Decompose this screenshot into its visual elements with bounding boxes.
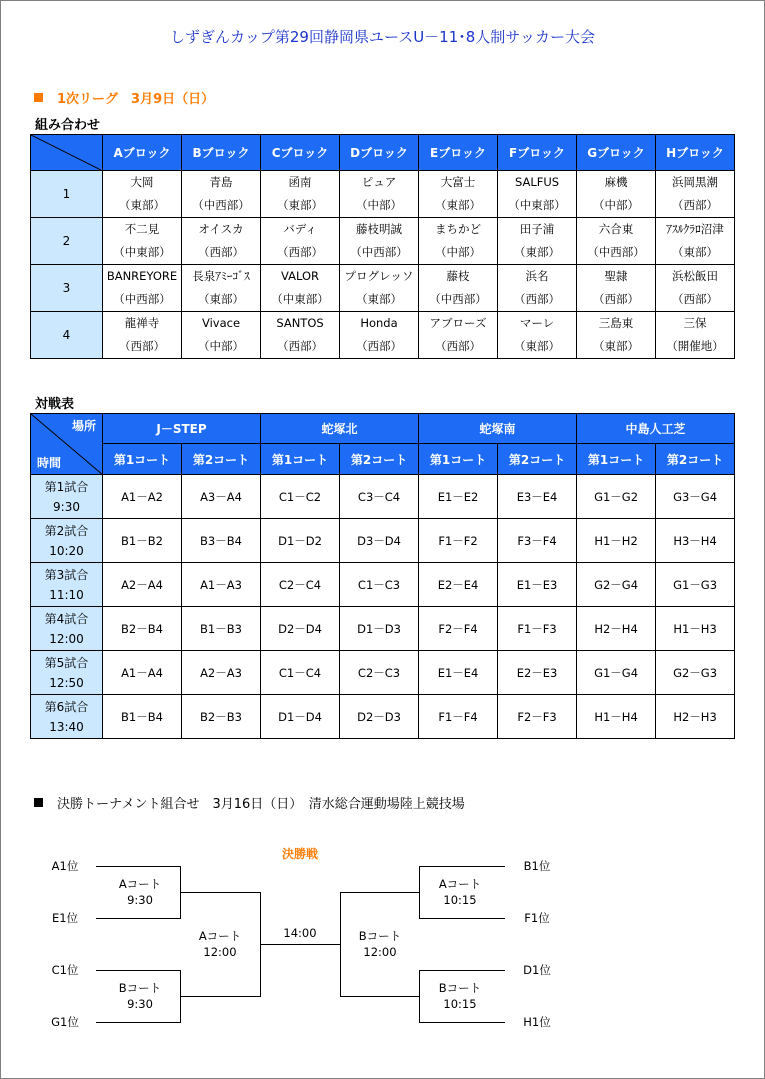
team-cell xyxy=(340,312,419,359)
match-court: Aコート xyxy=(198,929,242,943)
game-cell: B1－B4 xyxy=(103,695,182,739)
game-cell: A2－A3 xyxy=(182,651,261,695)
team-region: （西部） xyxy=(119,339,165,353)
tournament-heading-text: 決勝トーナメント組合せ 3月16日（日） 清水総合運動場陸上競技場 xyxy=(57,797,465,812)
game-cell: A3－A4 xyxy=(182,475,261,519)
game-cell: A1－A2 xyxy=(103,475,182,519)
game-cell: G1－G3 xyxy=(656,563,735,607)
game-cell: C1－C3 xyxy=(340,563,419,607)
team-name: 浜名 xyxy=(525,269,549,283)
match-row xyxy=(31,563,735,607)
group-number: 3 xyxy=(31,265,103,312)
team-name: 藤枝 xyxy=(446,269,470,283)
team-name: BANREYORE xyxy=(106,269,178,283)
team-name: 三保 xyxy=(683,316,707,330)
match-time: 12:50 xyxy=(49,675,84,690)
game-cell: E1－E3 xyxy=(498,563,577,607)
team-name: SANTOS xyxy=(276,316,324,330)
team-region: （東部） xyxy=(514,339,560,353)
team-region: （中西部） xyxy=(587,245,645,259)
match-row xyxy=(31,695,735,739)
team-cell xyxy=(577,265,656,312)
match-time: 12:00 xyxy=(203,945,237,959)
match-time: 9:30 xyxy=(127,893,153,907)
team-region: （西部） xyxy=(672,292,718,306)
team-region: （中部） xyxy=(435,245,481,259)
team-region: （東部） xyxy=(119,198,165,212)
match-name: 第6試合 xyxy=(44,699,89,714)
team-name: ピュア xyxy=(361,175,397,189)
court-header: 第1コート xyxy=(419,444,498,475)
match-court: Aコート xyxy=(118,877,162,891)
groups-label: 組み合わせ xyxy=(35,118,101,133)
block-header: Cブロック xyxy=(261,135,340,171)
team-region: （東部） xyxy=(593,339,639,353)
team-name: 大富士 xyxy=(440,175,476,189)
venue-header: 蛇塚南 xyxy=(419,414,577,444)
team-region: （西部） xyxy=(198,245,244,259)
block-header: Fブロック xyxy=(498,135,577,171)
team-cell xyxy=(103,218,182,265)
match-time: 10:15 xyxy=(443,893,477,907)
game-cell: F1－F2 xyxy=(419,519,498,563)
match-court: Bコート xyxy=(438,981,482,995)
game-cell: G1－G2 xyxy=(577,475,656,519)
game-cell: F2－F3 xyxy=(498,695,577,739)
team-region: （東部） xyxy=(198,292,244,306)
team-name: 青島 xyxy=(209,175,233,189)
seed-right: F1位 xyxy=(524,911,550,925)
game-cell: G2－G3 xyxy=(656,651,735,695)
team-name: 聖隷 xyxy=(604,269,628,283)
schedule-corner xyxy=(31,414,103,475)
seed-left: A1位 xyxy=(51,859,79,873)
team-cell xyxy=(498,218,577,265)
game-cell: B1－B3 xyxy=(182,607,261,651)
team-cell xyxy=(103,171,182,218)
group-number: 2 xyxy=(31,218,103,265)
group-row xyxy=(31,312,735,359)
match-time: 11:10 xyxy=(49,587,84,602)
bullet-square-icon xyxy=(34,93,43,102)
group-row xyxy=(31,171,735,218)
match-time: 13:40 xyxy=(49,719,84,734)
block-header: Hブロック xyxy=(656,135,735,171)
game-cell: C2－C3 xyxy=(340,651,419,695)
team-cell xyxy=(261,312,340,359)
game-cell: C2－C4 xyxy=(261,563,340,607)
team-name: 三島東 xyxy=(598,316,634,330)
match-court: Bコート xyxy=(118,981,162,995)
team-name: バディ xyxy=(283,222,317,236)
team-name: 不二見 xyxy=(124,222,160,236)
team-region: （西部） xyxy=(277,245,323,259)
group-number: 1 xyxy=(31,171,103,218)
team-cell xyxy=(498,312,577,359)
team-cell xyxy=(340,171,419,218)
match-slot xyxy=(31,563,103,607)
team-region: （中西部） xyxy=(192,198,250,212)
team-name: 浜岡黒潮 xyxy=(672,175,718,189)
team-name: 六合東 xyxy=(598,222,634,236)
team-cell xyxy=(577,218,656,265)
team-cell xyxy=(182,171,261,218)
final-time: 14:00 xyxy=(283,926,317,940)
game-cell: C3－C4 xyxy=(340,475,419,519)
team-cell xyxy=(182,218,261,265)
team-name: 大岡 xyxy=(130,175,154,189)
match-row xyxy=(31,651,735,695)
page-title: しずぎんカップ第29回静岡県ユースU－11･8人制サッカー大会 xyxy=(170,28,595,46)
court-header: 第2コート xyxy=(656,444,735,475)
group-number: 4 xyxy=(31,312,103,359)
tournament-heading xyxy=(34,793,465,812)
match-name: 第2試合 xyxy=(44,523,89,538)
game-cell: C1－C2 xyxy=(261,475,340,519)
team-region: （東部） xyxy=(672,245,718,259)
match-slot xyxy=(31,651,103,695)
team-cell xyxy=(656,265,735,312)
team-region: （西部） xyxy=(435,339,481,353)
game-cell: E1－E2 xyxy=(419,475,498,519)
team-cell xyxy=(261,171,340,218)
match-court: Aコート xyxy=(438,877,482,891)
game-cell: H2－H4 xyxy=(577,607,656,651)
team-region: （中東部） xyxy=(271,292,329,306)
game-cell: A1－A3 xyxy=(182,563,261,607)
team-name: 麻機 xyxy=(604,175,628,189)
game-cell: G1－G4 xyxy=(577,651,656,695)
team-cell xyxy=(182,312,261,359)
team-region: （中部） xyxy=(593,198,639,212)
league-heading-text: 1次リーグ 3月9日（日） xyxy=(57,92,215,107)
game-cell: H1－H2 xyxy=(577,519,656,563)
diagonal-line xyxy=(31,135,103,171)
team-region: （中東部） xyxy=(113,245,171,259)
venue-header: 中島人工芝 xyxy=(577,414,735,444)
team-cell xyxy=(261,218,340,265)
game-cell: H2－H3 xyxy=(656,695,735,739)
team-name: SALFUS xyxy=(514,175,560,189)
team-cell xyxy=(656,171,735,218)
team-cell xyxy=(419,312,498,359)
game-cell: D1－D2 xyxy=(261,519,340,563)
block-header: Dブロック xyxy=(340,135,419,171)
match-time: 10:15 xyxy=(443,997,477,1011)
groups-corner xyxy=(31,135,103,171)
team-cell xyxy=(340,218,419,265)
game-cell: F2－F4 xyxy=(419,607,498,651)
game-cell: D2－D4 xyxy=(261,607,340,651)
block-header: Aブロック xyxy=(103,135,182,171)
match-slot xyxy=(31,475,103,519)
team-cell xyxy=(656,218,735,265)
game-cell: B2－B4 xyxy=(103,607,182,651)
bullet-square-icon xyxy=(34,798,43,807)
team-region: （中西部） xyxy=(113,292,171,306)
seed-left: E1位 xyxy=(51,911,79,925)
team-name: マーレ xyxy=(519,316,555,330)
game-cell: G3－G4 xyxy=(656,475,735,519)
match-name: 第4試合 xyxy=(44,611,89,626)
match-time: 9:30 xyxy=(53,499,80,514)
block-header: Gブロック xyxy=(577,135,656,171)
seed-left: C1位 xyxy=(51,963,79,977)
game-cell: C1－C4 xyxy=(261,651,340,695)
groups-table xyxy=(30,134,735,359)
game-cell: H1－H4 xyxy=(577,695,656,739)
team-region: （開催地） xyxy=(666,339,724,353)
seed-right: D1位 xyxy=(523,963,551,977)
seed-right: B1位 xyxy=(523,859,551,873)
team-cell xyxy=(498,265,577,312)
game-cell: B2－B3 xyxy=(182,695,261,739)
match-slot xyxy=(31,607,103,651)
team-cell xyxy=(261,265,340,312)
match-time: 9:30 xyxy=(127,997,153,1011)
block-header: Eブロック xyxy=(419,135,498,171)
match-time: 12:00 xyxy=(49,631,84,646)
schedule-table xyxy=(30,413,735,739)
court-header: 第2コート xyxy=(340,444,419,475)
team-cell xyxy=(419,265,498,312)
game-cell: F3－F4 xyxy=(498,519,577,563)
match-court: Bコート xyxy=(358,929,402,943)
team-cell xyxy=(419,171,498,218)
team-cell xyxy=(498,171,577,218)
team-cell xyxy=(656,312,735,359)
game-cell: F1－F4 xyxy=(419,695,498,739)
match-row xyxy=(31,519,735,563)
court-header: 第1コート xyxy=(261,444,340,475)
game-cell: A2－A4 xyxy=(103,563,182,607)
team-name: オイスカ xyxy=(198,222,244,236)
match-slot xyxy=(31,695,103,739)
venue-corner-label: 場所 xyxy=(71,419,96,433)
game-cell: F1－F3 xyxy=(498,607,577,651)
team-cell xyxy=(577,312,656,359)
team-region: （西部） xyxy=(514,292,560,306)
game-cell: E2－E4 xyxy=(419,563,498,607)
team-region: （東部） xyxy=(356,292,402,306)
court-header: 第1コート xyxy=(103,444,182,475)
team-region: （西部） xyxy=(356,339,402,353)
game-cell: H1－H3 xyxy=(656,607,735,651)
team-region: （中東部） xyxy=(508,198,566,212)
game-cell: D2－D3 xyxy=(340,695,419,739)
team-name: ｱｽﾙｸﾗﾛ沼津 xyxy=(666,222,724,236)
team-cell xyxy=(577,171,656,218)
match-name: 第3試合 xyxy=(44,567,89,582)
team-name: 函南 xyxy=(288,175,312,189)
game-cell: E1－E4 xyxy=(419,651,498,695)
team-region: （東部） xyxy=(277,198,323,212)
game-cell: G2－G4 xyxy=(577,563,656,607)
team-cell xyxy=(103,265,182,312)
league-heading xyxy=(34,88,214,107)
team-name: 長泉ｱﾐｰｺﾞｽ xyxy=(192,269,250,283)
team-cell xyxy=(103,312,182,359)
team-region: （東部） xyxy=(435,198,481,212)
team-region: （中部） xyxy=(198,339,244,353)
team-name: アブローズ xyxy=(429,316,487,330)
group-row xyxy=(31,265,735,312)
team-cell xyxy=(340,265,419,312)
venue-header: J－STEP xyxy=(103,414,261,444)
team-name: 田子浦 xyxy=(519,222,555,236)
team-name: VALOR xyxy=(280,269,320,283)
team-region: （東部） xyxy=(514,245,560,259)
team-region: （西部） xyxy=(277,339,323,353)
team-cell xyxy=(419,218,498,265)
team-name: 龍禅寺 xyxy=(124,316,160,330)
block-header: Bブロック xyxy=(182,135,261,171)
match-name: 第5試合 xyxy=(44,655,89,670)
team-region: （中西部） xyxy=(350,245,408,259)
game-cell: D1－D3 xyxy=(340,607,419,651)
team-name: Vivace xyxy=(201,316,241,330)
game-cell: H3－H4 xyxy=(656,519,735,563)
team-region: （中西部） xyxy=(429,292,487,306)
game-cell: E3－E4 xyxy=(498,475,577,519)
team-region: （中部） xyxy=(356,198,402,212)
seed-left: G1位 xyxy=(51,1015,79,1029)
game-cell: B1－B2 xyxy=(103,519,182,563)
team-cell xyxy=(182,265,261,312)
match-row xyxy=(31,607,735,651)
final-label: 決勝戦 xyxy=(281,847,318,861)
match-name: 第1試合 xyxy=(44,479,89,494)
match-slot xyxy=(31,519,103,563)
game-cell: D1－D4 xyxy=(261,695,340,739)
game-cell: B3－B4 xyxy=(182,519,261,563)
court-header: 第2コート xyxy=(182,444,261,475)
game-cell: E2－E3 xyxy=(498,651,577,695)
match-time: 10:20 xyxy=(49,543,84,558)
court-header: 第1コート xyxy=(577,444,656,475)
time-corner-label: 時間 xyxy=(37,456,62,470)
game-cell: A1－A4 xyxy=(103,651,182,695)
team-region: （西部） xyxy=(593,292,639,306)
team-name: まちかど xyxy=(435,222,481,236)
team-name: 浜松飯田 xyxy=(672,269,718,283)
match-row xyxy=(31,475,735,519)
team-region: （西部） xyxy=(672,198,718,212)
team-name: プログレッソ xyxy=(344,269,414,283)
team-name: 藤枝明誠 xyxy=(356,222,402,236)
match-time: 12:00 xyxy=(363,945,397,959)
team-name: Honda xyxy=(360,316,398,330)
court-header: 第2コート xyxy=(498,444,577,475)
schedule-label: 対戦表 xyxy=(35,397,75,412)
group-row xyxy=(31,218,735,265)
seed-right: H1位 xyxy=(523,1015,551,1029)
venue-header: 蛇塚北 xyxy=(261,414,419,444)
game-cell: D3－D4 xyxy=(340,519,419,563)
